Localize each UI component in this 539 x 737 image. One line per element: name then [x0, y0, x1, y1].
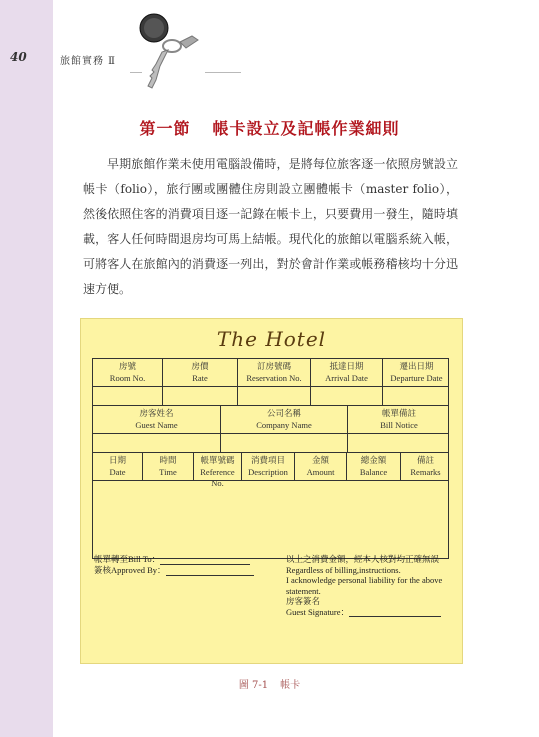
caption-text: 帳卡 [280, 680, 301, 691]
reference-no-cell: 帳單號碼 Reference No. [194, 453, 242, 480]
signature-line [349, 607, 441, 617]
margin-band [0, 0, 53, 737]
statement-zh: 以上之消費金額，經本人核對均正確無誤 [286, 554, 440, 564]
guest-name-cell: 房客姓名 Guest Name [93, 406, 221, 433]
company-name-cell: 公司名稱 Company Name [221, 406, 348, 433]
header-row-2 [93, 406, 448, 434]
reservation-no-cell: 訂房號碼 Reservation No. [238, 359, 311, 386]
folio-card [80, 318, 463, 664]
blank-row-2 [93, 434, 448, 453]
statement-en-2: I acknowledge personal liability for the above statement. [286, 575, 443, 596]
caption-label: 圖 7-1 [238, 680, 269, 691]
header-row-3 [93, 453, 448, 488]
page-number: 40 [10, 50, 27, 64]
approved-by-label: 簽核Approved By： [94, 565, 166, 575]
body-paragraph [83, 152, 458, 302]
signature-label: Guest Signature： [286, 606, 350, 617]
folio-grid [92, 358, 449, 559]
header-row-1 [93, 359, 448, 387]
room-no-cell: 房號 Room No. [93, 359, 163, 386]
date-cell: 日期 Date [93, 453, 143, 480]
statement-en-1: Regardless of billing,instructions. [286, 564, 401, 575]
section-name: 帳卡設立及記帳作業細則 [212, 119, 400, 138]
signature-zh: 房客簽名 [286, 596, 321, 606]
departure-date-cell: 遷出日期 Departure Date [390, 362, 443, 383]
arrival-date-cell: 抵達日期 Arrival Date [311, 359, 383, 386]
keys-illustration [130, 6, 210, 94]
section-number: 第一節 [139, 119, 191, 138]
bill-notice-cell: 帳單備註 Bill Notice [380, 409, 418, 430]
bill-to-line [160, 555, 250, 565]
remarks-cell: 備註 Remarks [410, 456, 441, 477]
approved-by-line [166, 566, 254, 576]
section-title [0, 116, 539, 139]
description-cell: 消費項目 Description [242, 453, 295, 480]
routing-block [94, 554, 279, 576]
amount-cell: 金額 Amount [295, 453, 347, 480]
running-head: 旅館實務 Ⅱ [60, 56, 116, 67]
card-title: The Hotel [216, 327, 327, 351]
paragraph-text: 早期旅館作業未使用電腦設備時，是將每位旅客逐一依照房號設立帳卡（folio），旅行團或團體住房則設立團體帳卡（master folio），然後依照住客的消費項目逐一記錄在帳卡上，只要費用一發生，隨時填載，客人任何時間退房均可馬上結帳。現代化的旅館以電腦系統入帳，可將客人在旅館內的消費逐一列出，對於會計作業或帳務稽核均十分迅速方便。 [83, 157, 458, 296]
figure-caption [0, 676, 539, 691]
header-rule-right [205, 72, 241, 73]
rate-cell: 房價 Rate [163, 359, 238, 386]
card-footer [94, 554, 454, 624]
bill-to-label: 帳單轉至Bill To： [94, 554, 161, 564]
entries-area [93, 481, 448, 558]
time-cell: 時間 Time [143, 453, 194, 480]
balance-cell: 總金額 Balance [347, 453, 401, 480]
blank-row-1 [93, 387, 448, 406]
statement-block [286, 554, 466, 617]
